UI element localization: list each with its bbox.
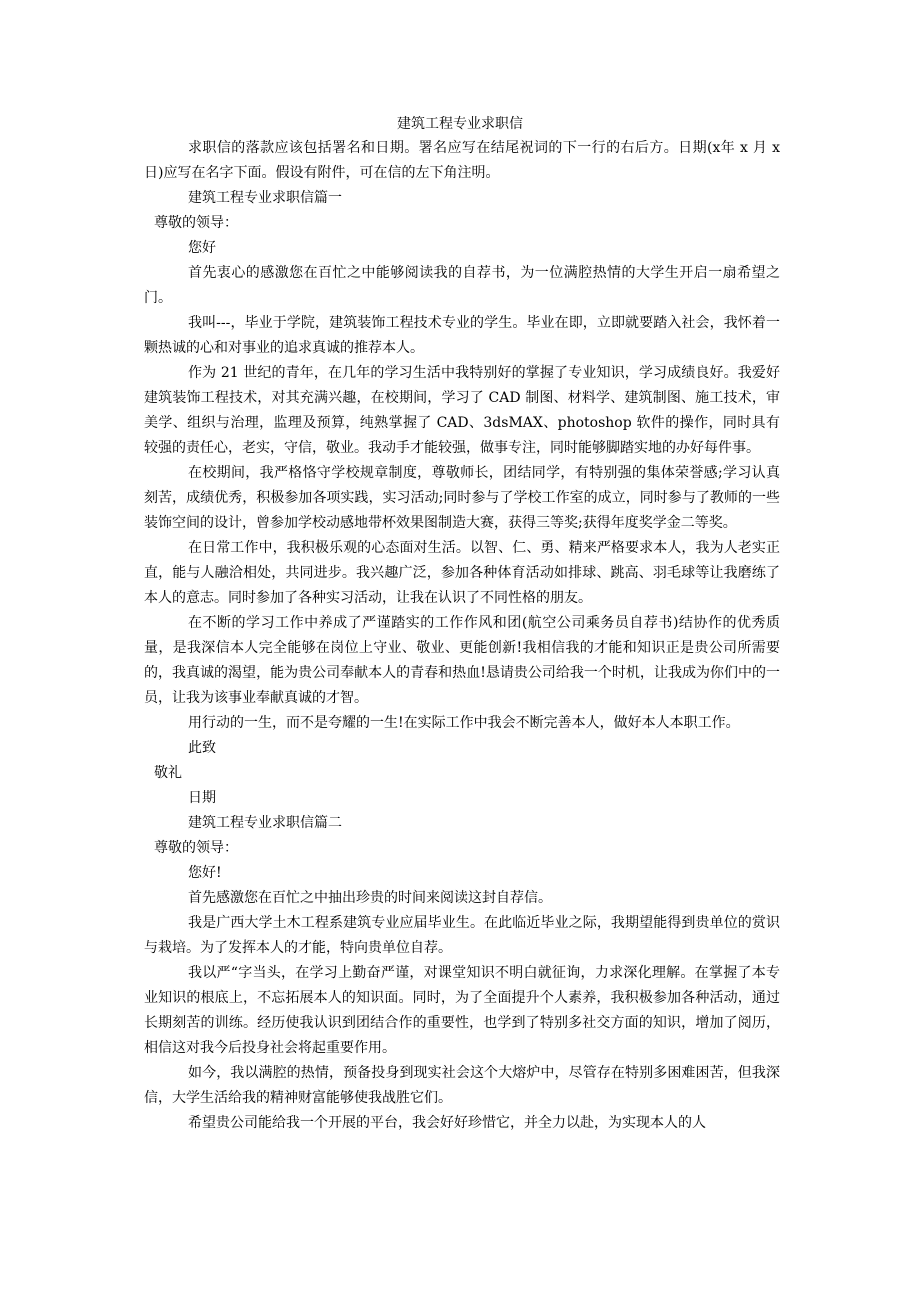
letter1-paragraph: 用行动的一生，而不是夸耀的一生!在实际工作中我会不断完善本人，做好本人本职工作。 — [188, 715, 740, 731]
letter1-paragraph: 在校期间，我严格恪守学校规章制度，尊敬师长，团结同学，有特别强的集体荣誉感;学习认真刻苦，成绩优秀，积极参加各项实践，实习活动;同时参与了学校工作室的成立，同时参与了教师的一些装饰空间的设计，曾参加学校动感地带杯效果图制造大赛，获得三等奖;获得年度奖学金二等奖。 — [144, 465, 780, 531]
letter1-paragraph: 我叫---，毕业于学院，建筑装饰工程技术专业的学生。毕业在即，立即就要踏入社会，我怀着一颗热诚的心和对事业的追求真诚的推荐本人。 — [144, 315, 780, 356]
letter1-closing-line2: 敬礼 — [154, 765, 182, 781]
letter2-heading: 建筑工程专业求职信篇二 — [188, 815, 342, 831]
letter2-paragraph: 我以严“字当头，在学习上勤奋严谨，对课堂知识不明白就征询，力求深化理解。在掌握了本专业知识的根底上，不忘拓展本人的知识面。同时，为了全面提升个人素养，我积极参加各种活动，通过长期刻苦的训练。经历使我认识到团结合作的重要性，也学到了特别多社交方面的知识，增加了阅历，相信这对我今后投身社会将起重要作用。 — [144, 965, 780, 1056]
letter2-greeting: 您好! — [188, 865, 222, 881]
letter1-greeting: 您好 — [188, 240, 216, 256]
letter1-paragraph: 在不断的学习工作中养成了严谨踏实的工作作风和团(航空公司乘务员自荐书)结协作的优秀质量，是我深信本人完全能够在岗位上守业、敬业、更能创新!我相信我的才能和知识正是贵公司所需要的，我真诚的渴望，能为贵公司奉献本人的青春和热血!恳请贵公司给我一个时机，让我成为你们中的一员，让我为该事业奉献真诚的才智。 — [144, 615, 780, 706]
letter2-salutation: 尊敬的领导： — [154, 840, 238, 856]
letter1-paragraph: 首先衷心的感激您在百忙之中能够阅读我的自荐书，为一位满腔热情的大学生开启一扇希望之门。 — [144, 265, 780, 306]
letter1-paragraph: 在日常工作中，我积极乐观的心态面对生活。以智、仁、勇、精来严格要求本人，我为人老实正直，能与人融洽相处，共同进步。我兴趣广泛，参加各种体育活动如排球、跳高、羽毛球等让我磨练了本人的意志。同时参加了各种实习活动，让我在认识了不同性格的朋友。 — [144, 540, 780, 606]
letter1-heading: 建筑工程专业求职信篇一 — [188, 190, 342, 206]
document-body — [144, 136, 780, 1136]
letter2-paragraph: 我是广西大学土木工程系建筑专业应届毕业生。在此临近毕业之际，我期望能得到贵单位的赏识与栽培。为了发挥本人的才能，特向贵单位自荐。 — [144, 915, 780, 956]
document-title: 建筑工程专业求职信 — [397, 116, 523, 132]
letter1-paragraph: 作为 21 世纪的青年，在几年的学习生活中我特别好的掌握了专业知识，学习成绩良好。我爱好建筑装饰工程技术，对其充满兴趣，在校期间，学习了 CAD 制图、材料学、建筑制图、施工技术，审美学、组织与治理，监理及预算，纯熟掌握了 CAD、3dsMAX、photoshop 软件的操作，同时具有较强的责任心，老实，守信，敬业。我动手才能较强，做事专注，同时能够脚踏实地的办好每件事。 — [144, 365, 780, 456]
letter1-closing-line1: 此致 — [188, 740, 216, 756]
letter2-paragraph: 首先感激您在百忙之中抽出珍贵的时间来阅读这封自荐信。 — [188, 890, 552, 906]
letter1-date-label: 日期 — [188, 790, 216, 806]
letter2-paragraph: 如今，我以满腔的热情，预备投身到现实社会这个大熔炉中，尽管存在特别多困难困苦，但我深信，大学生活给我的精神财富能够使我战胜它们。 — [144, 1065, 780, 1106]
intro-paragraph: 求职信的落款应该包括署名和日期。署名应写在结尾祝词的下一行的右后方。日期(x年 x 月 x 日)应写在名字下面。假设有附件，可在信的左下角注明。 — [144, 140, 780, 181]
letter1-salutation: 尊敬的领导： — [154, 215, 238, 231]
letter2-paragraph: 希望贵公司能给我一个开展的平台，我会好好珍惜它，并全力以赴，为实现本人的人 — [188, 1115, 706, 1131]
